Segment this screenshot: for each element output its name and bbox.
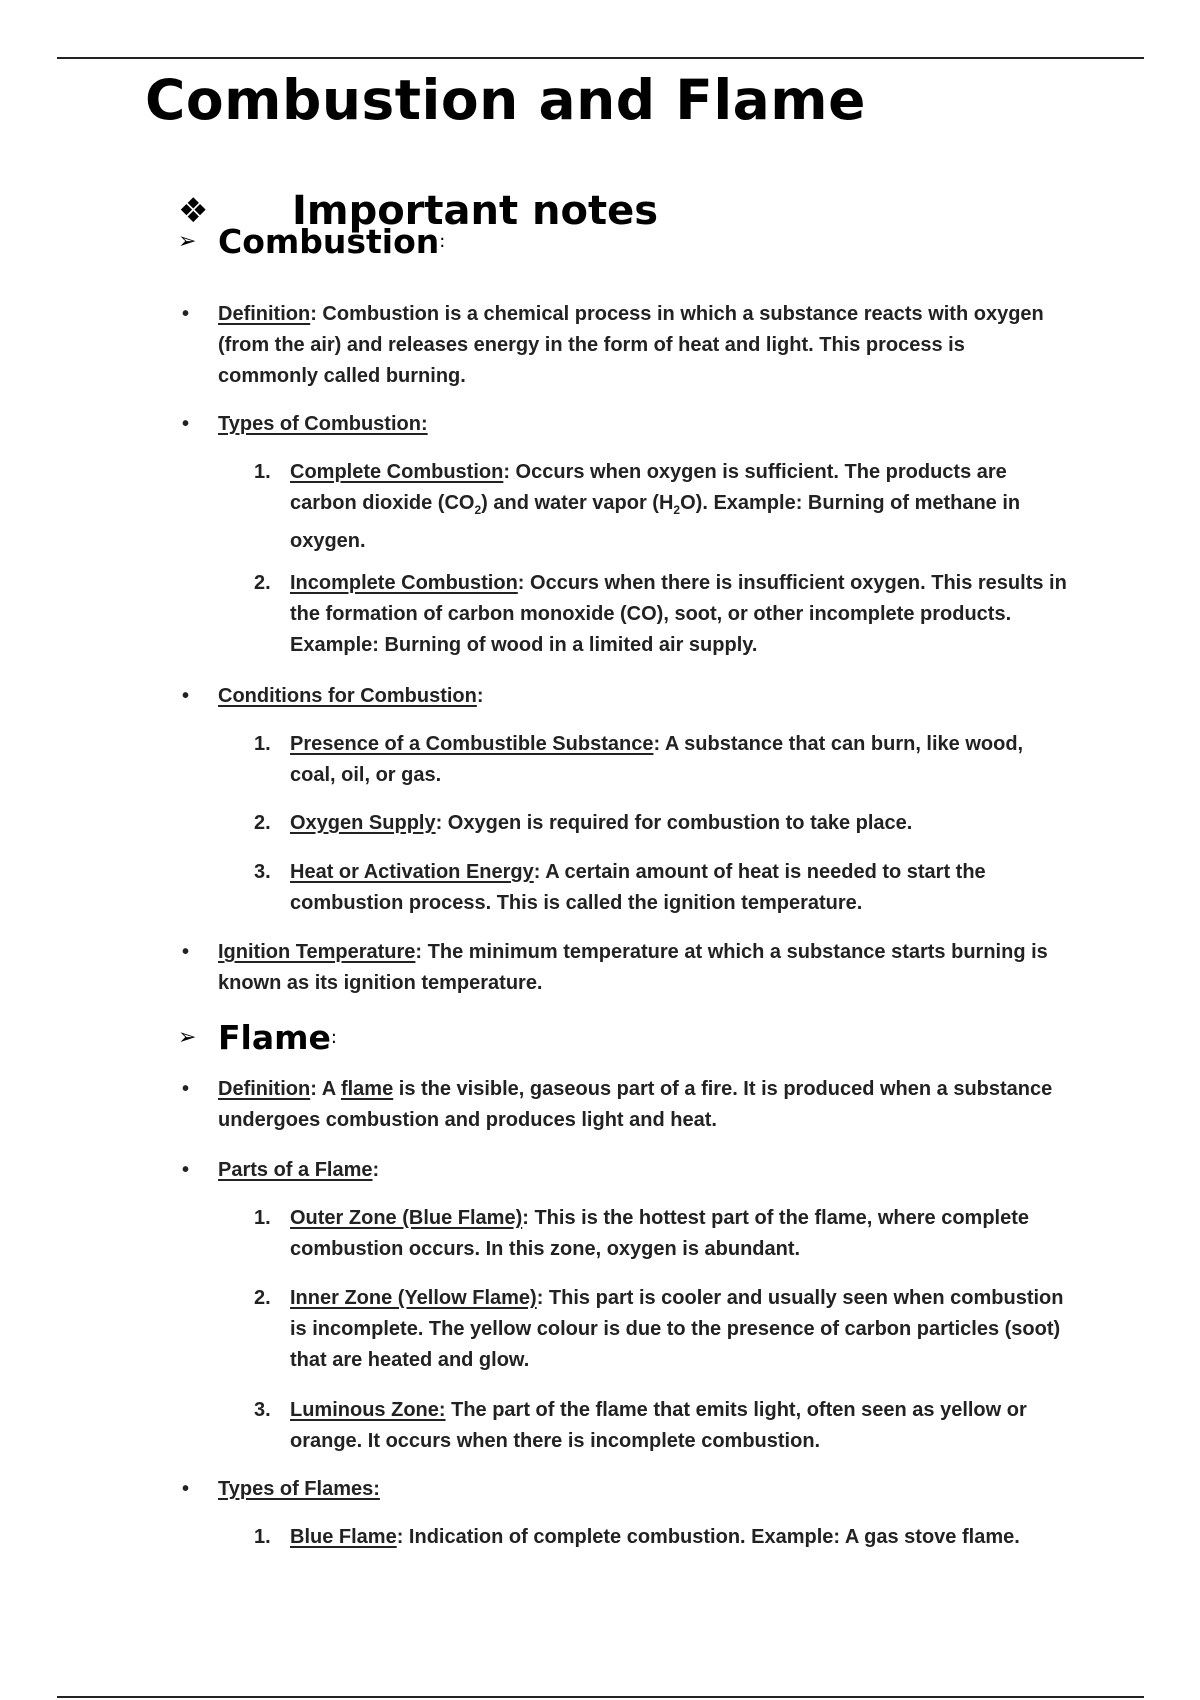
- section-heading-text: Important notes: [292, 188, 659, 234]
- blue-flame-item: 1. Blue Flame: Indication of complete combustion. Example: A gas stove flame.: [254, 1526, 1020, 1548]
- page-title: Combustion and Flame: [145, 68, 866, 132]
- combustion-heading: ➢ Combustion :: [178, 222, 446, 261]
- incomplete-combustion-item: 2. Incomplete Combustion: Occurs when there is insufficient oxygen. This results in the formation of carbon monoxide (CO), soot, or other incomplete products. Example: Burning of wood in a limited air supply.: [254, 572, 1067, 656]
- arrow-bullet-icon: ➢: [178, 1025, 197, 1050]
- complete-combustion-item: 1. Complete Combustion: Occurs when oxygen is sufficient. The products are carbon dioxide $(CO_2)$ and water vapor $(H_2O)$. Example: Burning of methane in oxygen.: [254, 461, 1021, 552]
- conditions-for-combustion-label: • Conditions for Combustion:: [218, 681, 1068, 712]
- flame-heading: ➢ Flame :: [178, 1018, 337, 1057]
- arrow-bullet-icon: ➢: [178, 229, 197, 254]
- types-of-flames-label: • Types of Flames:: [218, 1474, 1068, 1505]
- outer-zone-item: 1. Outer Zone (Blue Flame): This is the hottest part of the flame, where complete combustion occurs. In this zone, oxygen is abundant.: [254, 1207, 1029, 1260]
- parts-of-flame-label: • Parts of a Flame:: [218, 1155, 1068, 1186]
- combustion-heading-text: Combustion: [218, 222, 440, 261]
- diamond-bullet-icon: ❖: [178, 191, 209, 231]
- combustion-definition: [218, 299, 1068, 392]
- condition-activation-energy: 3. Heat or Activation Energy: A certain amount of heat is needed to start the combustion process. This is called the ignition temperature.: [254, 861, 986, 914]
- flame-definition: • Definition: A flame is the visible, gaseous part of a fire. It is produced when a substance undergoes combustion and produces light and heat.: [218, 1074, 1068, 1136]
- types-of-combustion-label: • Types of Combustion:: [218, 409, 1068, 440]
- condition-oxygen-supply: 2. Oxygen Supply: Oxygen is required for combustion to take place.: [254, 812, 913, 834]
- bottom-rule: [57, 1696, 1144, 1698]
- top-rule: [57, 57, 1144, 59]
- condition-combustible-substance: 1. Presence of a Combustible Substance: A substance that can burn, like wood, coal, oil, or gas.: [254, 733, 1024, 786]
- definition-text: : Combustion is a chemical process in which a substance reacts with oxygen (from the air) and releases energy in the form of heat and light. This process is commonly called burning.: [218, 303, 1044, 387]
- luminous-zone-item: 3. Luminous Zone: The part of the flame that emits light, often seen as yellow or orange. It occurs when there is incomplete combustion.: [254, 1399, 1027, 1452]
- definition-label: Definition: [218, 303, 311, 325]
- flame-heading-text: Flame: [218, 1018, 331, 1057]
- ignition-temperature: • Ignition Temperature: The minimum temperature at which a substance starts burning is known as its ignition temperature.: [218, 937, 1068, 999]
- inner-zone-item: 2. Inner Zone (Yellow Flame): This part is cooler and usually seen when combustion is incomplete. The yellow colour is due to the presence of carbon particles (soot) that are heated and glow.: [254, 1287, 1064, 1371]
